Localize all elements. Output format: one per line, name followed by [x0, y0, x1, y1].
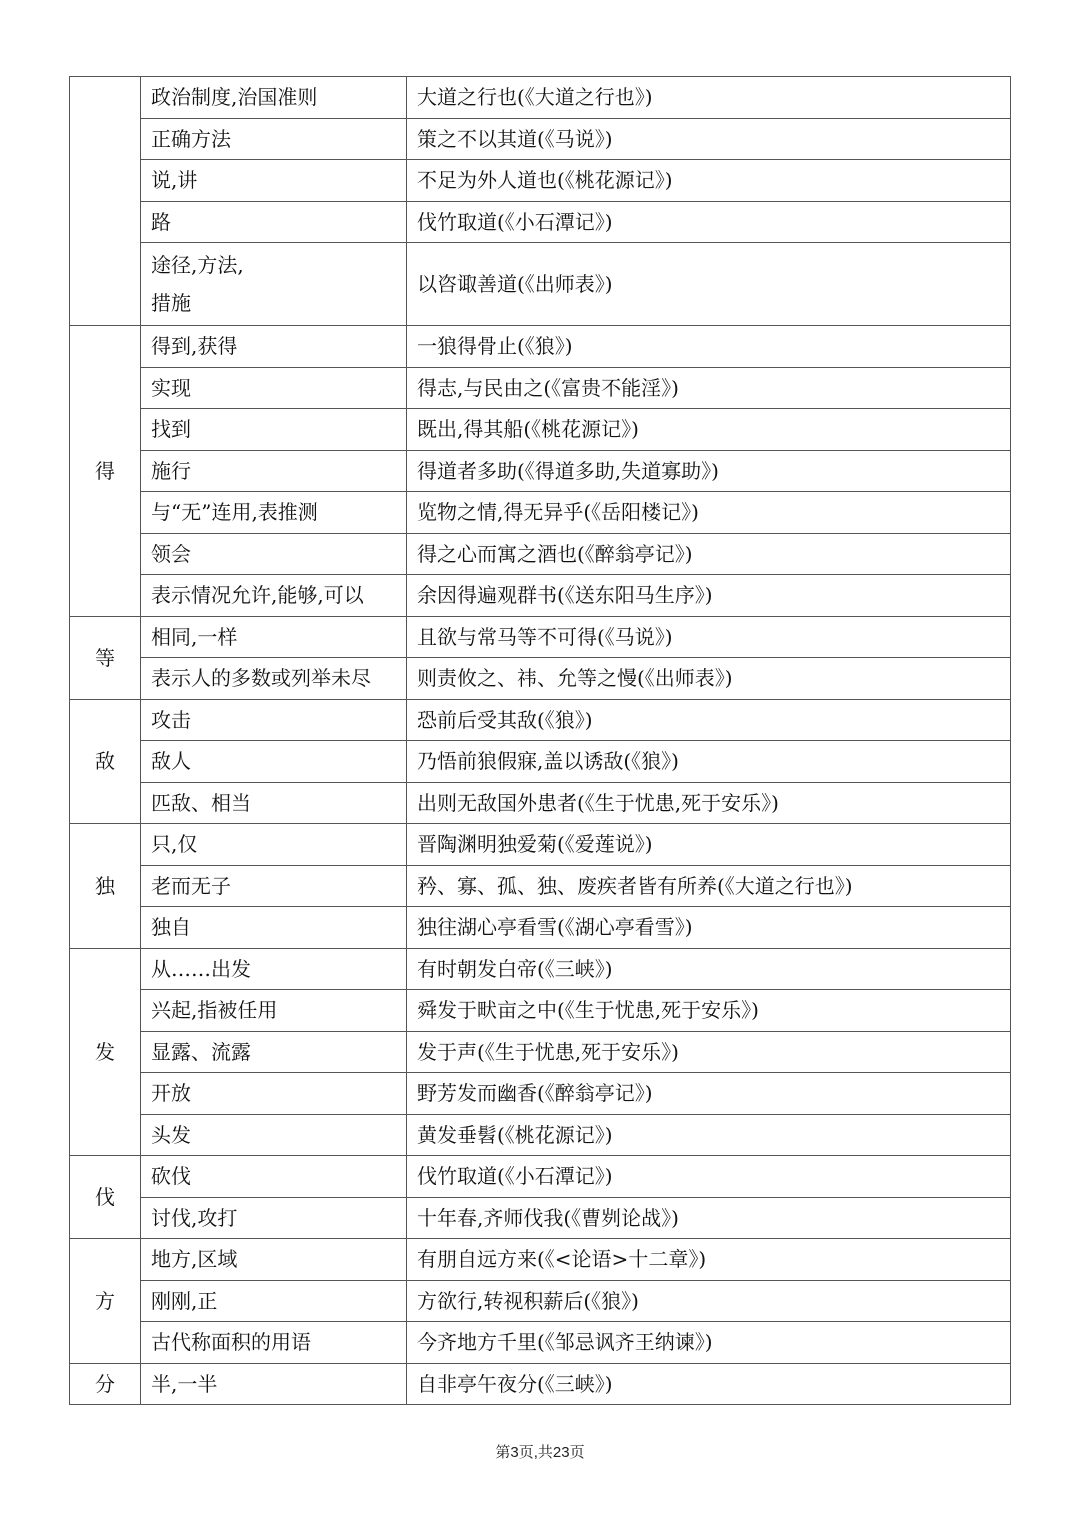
meaning-cell: 兴起,指被任用 [141, 990, 407, 1032]
example-cell: 有朋自远方来(《<论语>十二章》) [407, 1239, 1011, 1281]
meaning-cell: 政治制度,治国准则 [141, 77, 407, 119]
page-number-footer: 第3页,共23页 [495, 1444, 585, 1461]
table-row [70, 658, 1011, 700]
headword-cell: 发 [70, 948, 141, 1156]
example-cell: 今齐地方千里(《邹忌讽齐王纳谏》) [407, 1322, 1011, 1364]
table-row [70, 326, 1011, 368]
example-cell: 独往湖心亭看雪(《湖心亭看雪》) [407, 907, 1011, 949]
meaning-cell: 头发 [141, 1114, 407, 1156]
example-cell: 得道者多助(《得道多助,失道寡助》) [407, 450, 1011, 492]
table-row [70, 741, 1011, 783]
example-cell: 不足为外人道也(《桃花源记》) [407, 160, 1011, 202]
meaning-cell: 途径,方法, 措施 [141, 243, 407, 326]
meaning-cell: 实现 [141, 367, 407, 409]
table-row [70, 1322, 1011, 1364]
example-cell: 发于声(《生于忧患,死于安乐》) [407, 1031, 1011, 1073]
table-row [70, 948, 1011, 990]
example-cell: 十年春,齐师伐我(《曹刿论战》) [407, 1197, 1011, 1239]
example-cell: 则责攸之、祎、允等之慢(《出师表》) [407, 658, 1011, 700]
table-row [70, 160, 1011, 202]
meaning-cell: 敌人 [141, 741, 407, 783]
example-cell: 有时朝发白帝(《三峡》) [407, 948, 1011, 990]
table-row [70, 77, 1011, 119]
table-row [70, 409, 1011, 451]
table-row [70, 1031, 1011, 1073]
vocabulary-table-container [69, 76, 1010, 1405]
meaning-cell: 砍伐 [141, 1156, 407, 1198]
meaning-cell: 只,仅 [141, 824, 407, 866]
meaning-cell: 正确方法 [141, 118, 407, 160]
table-row [70, 865, 1011, 907]
example-cell: 自非亭午夜分(《三峡》) [407, 1363, 1011, 1405]
meaning-cell: 匹敌、相当 [141, 782, 407, 824]
example-cell: 览物之情,得无异乎(《岳阳楼记》) [407, 492, 1011, 534]
meaning-cell: 古代称面积的用语 [141, 1322, 407, 1364]
example-cell: 得志,与民由之(《富贵不能淫》) [407, 367, 1011, 409]
table-row [70, 367, 1011, 409]
headword-cell: 分 [70, 1363, 141, 1405]
headword-cell: 方 [70, 1239, 141, 1364]
example-cell: 伐竹取道(《小石潭记》) [407, 201, 1011, 243]
table-row [70, 450, 1011, 492]
meaning-cell: 表示情况允许,能够,可以 [141, 575, 407, 617]
example-cell: 一狼得骨止(《狼》) [407, 326, 1011, 368]
meaning-cell: 攻击 [141, 699, 407, 741]
example-cell: 既出,得其船(《桃花源记》) [407, 409, 1011, 451]
table-row [70, 699, 1011, 741]
headword-cell: 独 [70, 824, 141, 949]
table-row [70, 492, 1011, 534]
example-cell: 伐竹取道(《小石潭记》) [407, 1156, 1011, 1198]
example-cell: 得之心而寓之酒也(《醉翁亭记》) [407, 533, 1011, 575]
headword-cell: 敌 [70, 699, 141, 824]
headword-cell: 伐 [70, 1156, 141, 1239]
example-cell: 以咨诹善道(《出师表》) [407, 243, 1011, 326]
meaning-cell: 独自 [141, 907, 407, 949]
example-cell: 策之不以其道(《马说》) [407, 118, 1011, 160]
meaning-cell: 得到,获得 [141, 326, 407, 368]
table-row [70, 1156, 1011, 1198]
example-cell: 黄发垂髫(《桃花源记》) [407, 1114, 1011, 1156]
meaning-cell: 表示人的多数或列举未尽 [141, 658, 407, 700]
meaning-cell: 说,讲 [141, 160, 407, 202]
example-cell: 晋陶渊明独爱菊(《爱莲说》) [407, 824, 1011, 866]
table-row [70, 1197, 1011, 1239]
table-row [70, 907, 1011, 949]
table-row [70, 533, 1011, 575]
meaning-cell: 找到 [141, 409, 407, 451]
meaning-cell: 相同,一样 [141, 616, 407, 658]
example-cell: 舜发于畎亩之中(《生于忧患,死于安乐》) [407, 990, 1011, 1032]
meaning-cell: 地方,区域 [141, 1239, 407, 1281]
meaning-cell: 开放 [141, 1073, 407, 1115]
headword-cell: 等 [70, 616, 141, 699]
table-row [70, 1239, 1011, 1281]
headword-cell [70, 77, 141, 326]
table-row [70, 575, 1011, 617]
vocabulary-table [69, 76, 1011, 1405]
table-row [70, 118, 1011, 160]
example-cell: 且欲与常马等不可得(《马说》) [407, 616, 1011, 658]
meaning-cell: 刚刚,正 [141, 1280, 407, 1322]
example-cell: 方欲行,转视积薪后(《狼》) [407, 1280, 1011, 1322]
meaning-cell: 施行 [141, 450, 407, 492]
meaning-cell: 与“无”连用,表推测 [141, 492, 407, 534]
table-row [70, 1114, 1011, 1156]
meaning-cell: 路 [141, 201, 407, 243]
meaning-cell: 显露、流露 [141, 1031, 407, 1073]
table-row [70, 1280, 1011, 1322]
table-row [70, 616, 1011, 658]
table-row [70, 1073, 1011, 1115]
meaning-cell: 讨伐,攻打 [141, 1197, 407, 1239]
example-cell: 矜、寡、孤、独、废疾者皆有所养(《大道之行也》) [407, 865, 1011, 907]
example-cell: 大道之行也(《大道之行也》) [407, 77, 1011, 119]
example-cell: 出则无敌国外患者(《生于忧患,死于安乐》) [407, 782, 1011, 824]
example-cell: 野芳发而幽香(《醉翁亭记》) [407, 1073, 1011, 1115]
table-row [70, 824, 1011, 866]
meaning-cell: 半,一半 [141, 1363, 407, 1405]
example-cell: 恐前后受其敌(《狼》) [407, 699, 1011, 741]
meaning-cell: 领会 [141, 533, 407, 575]
table-row [70, 990, 1011, 1032]
headword-cell: 得 [70, 326, 141, 617]
meaning-cell: 老而无子 [141, 865, 407, 907]
meaning-cell: 从……出发 [141, 948, 407, 990]
example-cell: 乃悟前狼假寐,盖以诱敌(《狼》) [407, 741, 1011, 783]
example-cell: 余因得遍观群书(《送东阳马生序》) [407, 575, 1011, 617]
table-row [70, 782, 1011, 824]
table-row [70, 201, 1011, 243]
table-row [70, 1363, 1011, 1405]
table-row [70, 243, 1011, 326]
